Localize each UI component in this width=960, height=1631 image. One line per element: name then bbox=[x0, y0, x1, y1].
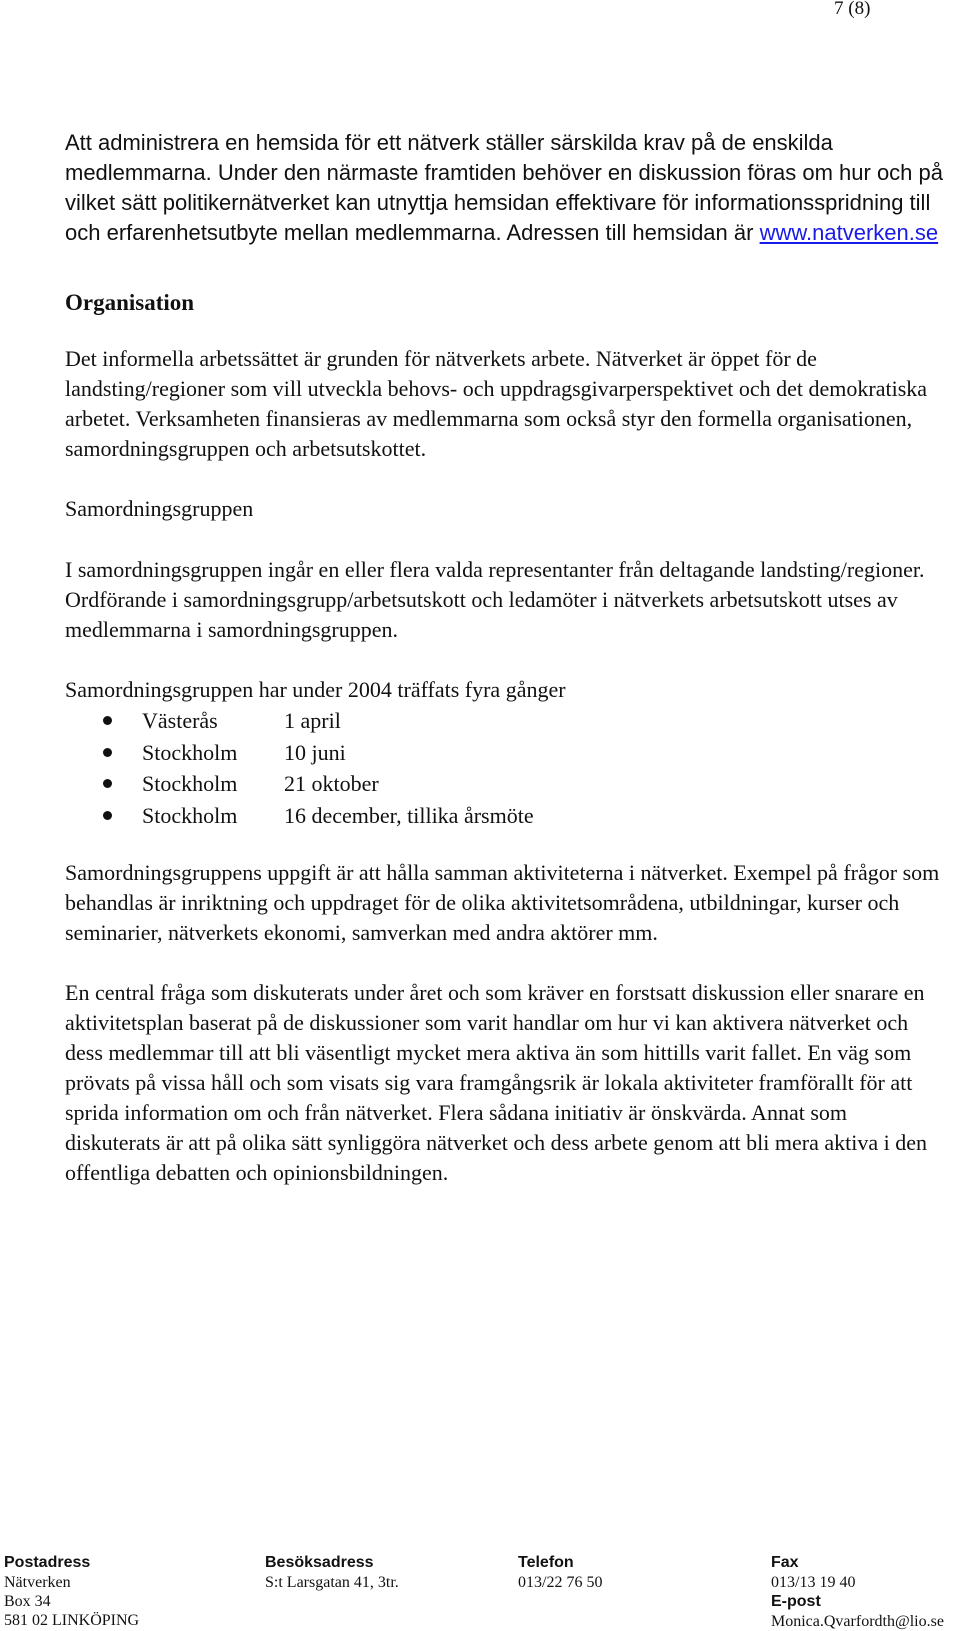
meeting-date: 1 april bbox=[284, 708, 341, 733]
footer-postadress bbox=[4, 1553, 139, 1630]
footer-fax bbox=[771, 1553, 944, 1631]
organisation-paragraph: Det informella arbetssättet är grunden för nätverkets arbete. Nätverket är öppet för de landsting/regioner som vill utveckla behovs- och uppdragsgivarperspektivet och det demokratiska arbetet. Verksamheten finansieras av medlemmarna som också styr den formella organisationen, samordningsgruppen och arbetsutskottet. bbox=[65, 346, 928, 461]
document-body bbox=[65, 128, 945, 1188]
postadress-line-2: Box 34 bbox=[4, 1593, 51, 1610]
page-footer bbox=[0, 1553, 960, 1630]
postadress-label: Postadress bbox=[4, 1554, 91, 1571]
bullet-icon bbox=[103, 716, 112, 725]
epost-label: E-post bbox=[771, 1593, 821, 1610]
meeting-date: 21 oktober bbox=[284, 771, 379, 796]
bullet-icon bbox=[103, 811, 112, 820]
meeting-city: Stockholm bbox=[142, 771, 238, 796]
besoksadress-label: Besöksadress bbox=[265, 1554, 374, 1571]
postadress-line-3: 581 02 LINKÖPING bbox=[4, 1612, 140, 1629]
task-paragraph: Samordningsgruppens uppgift är att hålla samman aktiviteterna i nätverket. Exempel på frågor som behandlas är inriktning och uppdraget för de olika aktivitetsområdena, utbildningar, kurser och seminarier, nätverkets ekonomi, samverkan med andra aktörer mm. bbox=[65, 860, 940, 945]
meeting-date: 10 juni bbox=[284, 739, 346, 765]
footer-besoksadress bbox=[265, 1553, 399, 1592]
footer-telefon bbox=[518, 1553, 602, 1592]
meeting-date: 16 december, tillika årsmöte bbox=[284, 802, 534, 828]
list-item bbox=[65, 705, 945, 737]
samordningsgruppen-paragraph: I samordningsgruppen ingår en eller flera valda representanter från deltagande landsting/regioner. Ordförande i samordningsgrupp/arbetsutskott och ledamöter i nätverkets arbetsutskott utses av medlemmarna i samordningsgruppen. bbox=[65, 557, 925, 642]
besoksadress-line-1: S:t Larsgatan 41, 3tr. bbox=[265, 1574, 399, 1591]
list-item bbox=[65, 800, 945, 832]
meeting-city: Stockholm bbox=[142, 739, 238, 765]
meeting-city: Stockholm bbox=[142, 802, 238, 828]
bullet-icon bbox=[103, 748, 112, 757]
epost-address[interactable]: Monica.Qvarfordth@lio.se bbox=[771, 1613, 944, 1630]
meeting-city: Västerås bbox=[142, 708, 218, 733]
list-item bbox=[65, 768, 945, 800]
postadress-line-1: Nätverken bbox=[4, 1574, 71, 1591]
fax-label: Fax bbox=[771, 1554, 799, 1571]
meetings-list bbox=[65, 705, 945, 831]
page-number: 7 (8) bbox=[834, 0, 871, 19]
telefon-number: 013/22 76 50 bbox=[518, 1574, 603, 1591]
telefon-label: Telefon bbox=[518, 1554, 574, 1571]
intro-text: Att administrera en hemsida för ett nätverk ställer särskilda krav på de enskilda medlemmarna. Under den närmaste framtiden behöver en diskussion föras om hur och på vilket sätt politikernätverket kan utnyttja hemsidan effektivare för informationsspridning till och erfarenhetsutbyte mellan medlemmarna. Adressen till hemsidan är bbox=[65, 130, 944, 245]
samordningsgruppen-heading: Samordningsgruppen bbox=[65, 496, 254, 521]
meetings-intro: Samordningsgruppen har under 2004 träffats fyra gånger bbox=[65, 677, 566, 702]
organisation-heading: Organisation bbox=[65, 290, 195, 315]
list-item bbox=[65, 737, 945, 769]
intro-paragraph bbox=[65, 128, 945, 248]
central-question-paragraph: En central fråga som diskuterats under året och som kräver en forstsatt diskussion eller snarare en aktivitetsplan baserat på de diskussioner som varit handlar om hur vi kan aktivera nätverket och dess medlemmar till att bli väsentligt mycket mera aktiva än som hittills varit fallet. En väg som prövats på vissa håll och som visats sig vara framgångsrik är lokala aktiviteter framförallt för att sprida information om och från nätverket. Flera sådana initiativ är önskvärda. Annat som diskuterats är att på olika sätt synliggöra nätverket och dess arbete genom att bli mera aktiva i den offentliga debatten och opinionsbildningen. bbox=[65, 980, 927, 1185]
fax-number: 013/13 19 40 bbox=[771, 1574, 856, 1591]
bullet-icon bbox=[103, 779, 112, 788]
website-link[interactable]: www.natverken.se bbox=[759, 220, 939, 245]
